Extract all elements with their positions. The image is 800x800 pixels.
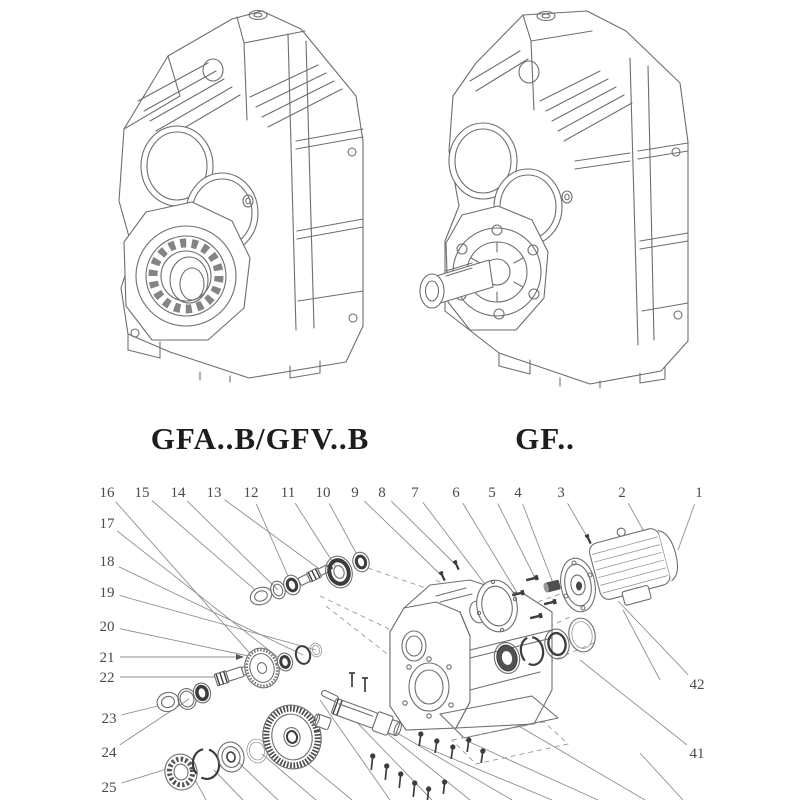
part-number-22: 22 — [99, 670, 115, 686]
exploded-view-drawing — [100, 485, 705, 800]
leader-line-12 — [256, 504, 292, 585]
part-number-18: 18 — [99, 554, 115, 570]
part-number-14: 14 — [170, 485, 186, 501]
gearbox-right-drawing — [420, 11, 688, 388]
part-number-1: 1 — [695, 485, 703, 501]
part-number-2: 2 — [618, 485, 626, 501]
output-bearing-face-left — [124, 202, 250, 340]
output-gear — [256, 699, 328, 775]
leader-line-13 — [224, 500, 318, 568]
leader-line-8 — [391, 501, 457, 566]
coupling-sleeve — [543, 579, 561, 593]
leader-line-16 — [116, 502, 262, 667]
part-number-5: 5 — [488, 485, 496, 501]
leader-line-9 — [364, 501, 443, 577]
part-number-20: 20 — [99, 619, 115, 635]
leader-line-24 — [120, 699, 189, 745]
model-label-left: GFA..B/GFV..B — [150, 421, 370, 456]
part-number-24: 24 — [101, 745, 117, 761]
part-number-25: 25 — [101, 780, 117, 796]
part-number-8: 8 — [378, 485, 386, 501]
part-number-17: 17 — [99, 516, 115, 532]
model-label-right: GF.. — [515, 421, 575, 456]
part-number-41: 41 — [689, 746, 705, 762]
leader-line-3 — [568, 503, 589, 540]
part-number-4: 4 — [514, 485, 522, 501]
output-flange-right — [420, 206, 548, 330]
part-number-6: 6 — [452, 485, 460, 501]
leader-line-14 — [187, 501, 278, 590]
leader-line-41 — [580, 660, 687, 745]
part-number-16: 16 — [99, 485, 115, 501]
leader-line-18 — [119, 567, 303, 655]
leader-line-4 — [523, 504, 553, 583]
part-number-12: 12 — [243, 485, 259, 501]
part-number-13: 13 — [206, 485, 222, 501]
part-number-7: 7 — [411, 485, 419, 501]
part-number-21: 21 — [99, 650, 115, 666]
part-number-3: 3 — [557, 485, 565, 501]
motor-assembly — [557, 516, 686, 614]
part-number-15: 15 — [134, 485, 150, 501]
part-number-42: 42 — [689, 677, 705, 693]
leader-line-42 — [618, 601, 688, 675]
part-number-19: 19 — [99, 585, 115, 601]
part-number-23: 23 — [101, 711, 117, 727]
gearbox-left-drawing — [119, 11, 363, 383]
part-number-10: 10 — [315, 485, 331, 501]
leader-line-19 — [120, 595, 316, 650]
motor-body — [585, 516, 685, 611]
part-number-11: 11 — [280, 485, 296, 501]
leader-line-5 — [498, 504, 536, 580]
part-number-9: 9 — [351, 485, 359, 501]
leader-line-1 — [678, 504, 695, 550]
output-shaft-set — [162, 689, 404, 792]
